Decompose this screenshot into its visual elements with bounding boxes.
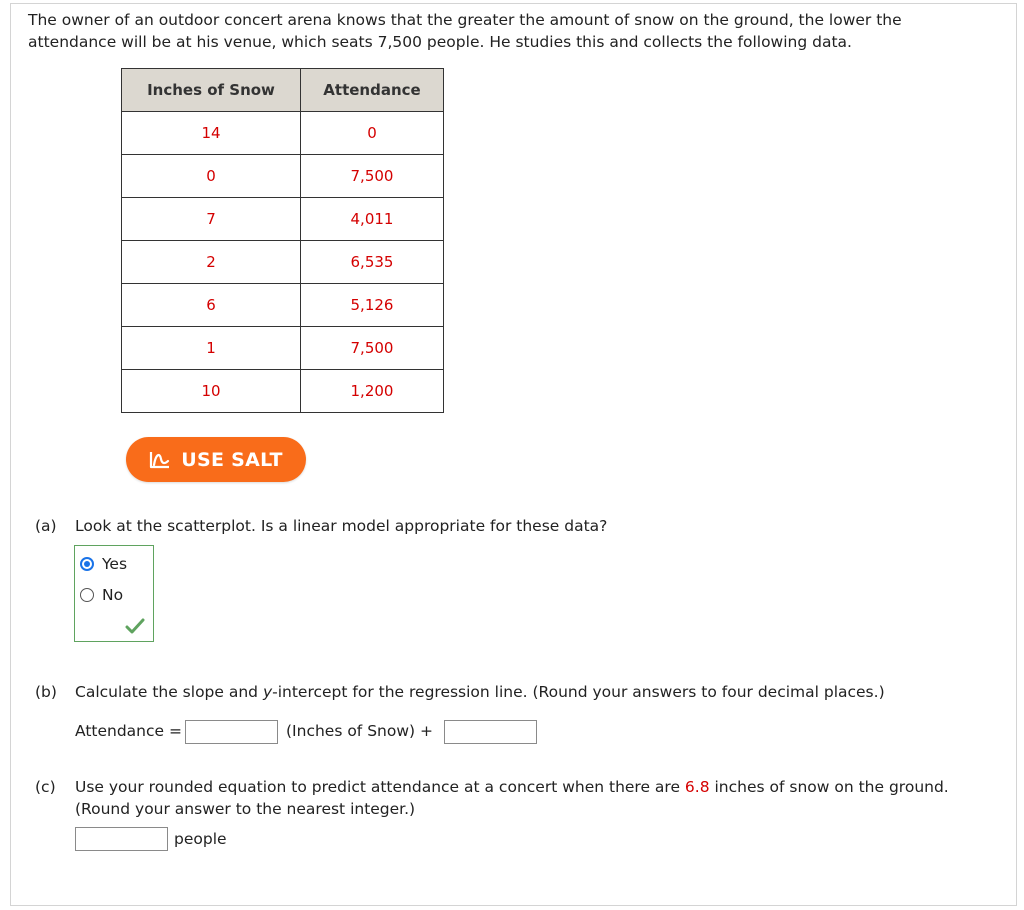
cell-attendance: 5,126 — [301, 284, 444, 327]
table-row — [122, 370, 444, 413]
radio-yes-selected[interactable] — [80, 557, 94, 571]
cell-snow: 2 — [122, 241, 301, 284]
part-c-question-line2: (Round your answer to the nearest integer.) — [75, 800, 416, 818]
cell-attendance: 7,500 — [301, 155, 444, 198]
cell-snow: 14 — [122, 112, 301, 155]
part-b-question — [75, 681, 885, 703]
use-salt-label: USE SALT — [181, 448, 283, 471]
radio-no[interactable] — [80, 588, 94, 602]
use-salt-button[interactable] — [126, 437, 306, 482]
equation-lhs: Attendance = — [75, 722, 182, 740]
header-inches-of-snow: Inches of Snow — [122, 69, 301, 112]
cell-attendance: 6,535 — [301, 241, 444, 284]
correct-check-icon — [125, 618, 145, 634]
part-b-question-post: -intercept for the regression line. (Round your answers to four decimal places.) — [272, 683, 885, 701]
table-header-row — [122, 69, 444, 112]
part-c-snow-value: 6.8 — [684, 778, 710, 796]
part-c-question-pre: Use your rounded equation to predict attendance at a concert when there are — [75, 778, 685, 796]
header-attendance: Attendance — [301, 69, 444, 112]
prediction-input[interactable] — [75, 827, 168, 851]
intercept-input[interactable] — [444, 720, 537, 744]
part-b-question-var: y — [262, 683, 273, 701]
part-c-question-post: inches of snow on the ground. — [709, 778, 949, 796]
data-table — [121, 68, 444, 413]
part-b-label: (b) — [35, 683, 57, 701]
cell-snow: 10 — [122, 370, 301, 413]
cell-snow: 1 — [122, 327, 301, 370]
slope-input[interactable] — [185, 720, 278, 744]
option-no[interactable] — [80, 586, 123, 604]
option-yes[interactable] — [80, 555, 127, 573]
cell-snow: 0 — [122, 155, 301, 198]
part-a-question: Look at the scatterplot. Is a linear model appropriate for these data? — [75, 517, 608, 535]
cell-snow: 6 — [122, 284, 301, 327]
salt-chart-icon — [149, 450, 171, 470]
table-row — [122, 155, 444, 198]
table-row — [122, 327, 444, 370]
part-a-answer-box — [74, 545, 154, 642]
table-row — [122, 241, 444, 284]
part-c-question — [75, 776, 949, 798]
table-row — [122, 198, 444, 241]
option-yes-label: Yes — [102, 555, 128, 573]
equation-mid: (Inches of Snow) + — [286, 722, 433, 740]
cell-attendance: 0 — [301, 112, 444, 155]
intro-text: The owner of an outdoor concert arena knows that the greater the amount of snow on the ground, the lower the attendance will be at his venue, which seats 7,500 people. He studies this and collects the following data. — [28, 11, 902, 51]
cell-snow: 7 — [122, 198, 301, 241]
table-row — [122, 284, 444, 327]
table-row — [122, 112, 444, 155]
cell-attendance: 1,200 — [301, 370, 444, 413]
part-b-question-pre: Calculate the slope and — [75, 683, 263, 701]
part-c-label: (c) — [35, 778, 56, 796]
option-no-label: No — [102, 586, 124, 604]
people-unit-label: people — [174, 830, 227, 848]
cell-attendance: 4,011 — [301, 198, 444, 241]
cell-attendance: 7,500 — [301, 327, 444, 370]
part-a-label: (a) — [35, 517, 57, 535]
